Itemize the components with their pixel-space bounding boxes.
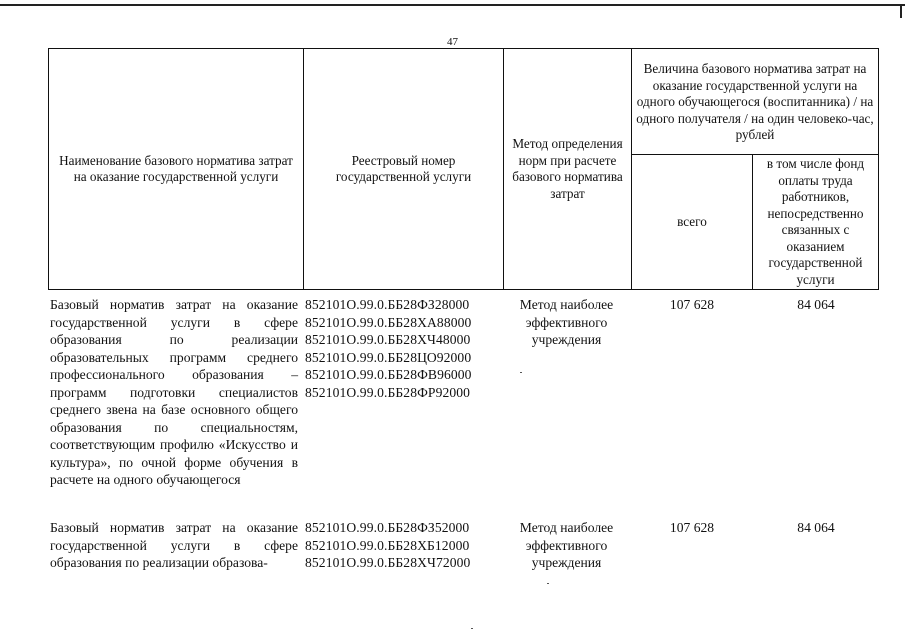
registry-number: 852101О.99.0.ББ28ФЗ52000 [305,520,470,535]
registry-number: 852101О.99.0.ББ28ХА88000 [305,314,472,330]
page-number: 47 [447,36,458,48]
registry-number: 852101О.99.0.ББ28ФР92000 [305,384,471,400]
scan-speck [520,372,522,373]
registry-number: 852101О.99.0.ББ28ХЧ48000 [305,332,471,347]
header-value-group: Величина базового норматива затрат на оказание государственной услуги на одного обучающегося (воспитанника) / на одного получателя / на один человеко-час, рублей [632,49,879,155]
scan-speck [471,628,473,629]
service-name: Базовый норматив затрат на оказание государственной услуги в сфере образования по реализации образова- [50,520,298,570]
header-registry: Реестровый номер государственной услуги [304,49,504,290]
header-total: всего [632,155,753,290]
header-fund: в том числе фонд оплаты труда работников, непосредственно связанных с оказанием государственной услуги [753,155,879,290]
registry-number: 852101О.99.0.ББ28ФЗ28000 [305,297,470,312]
service-name: Базовый норматив затрат на оказание государственной услуги в сфере образования по реализации образовательных программ среднего профессионального образования – программ подготовки специалистов среднего звена на базе основного общего образования по специальностям, соответствующим профилю «Искусство и культура», по очной форме обучения в расчете на одного обучающегося [50,297,298,487]
norms-table-header [48,48,879,290]
header-name: Наименование базового норматива затрат на оказание государственной услуги [49,49,304,290]
norm-payroll-fund: 84 064 [797,520,835,535]
norm-total: 107 628 [669,520,715,535]
registry-number: 852101О.99.0.ББ28ФВ96000 [305,367,472,382]
registry-number: 852101О.99.0.ББ28ЦО92000 [305,349,472,365]
calculation-method: Метод наиболее эффективного учреждения [519,520,614,570]
norm-total: 107 628 [669,297,715,312]
scan-speck [547,583,549,584]
registry-numbers [305,296,505,401]
registry-numbers [305,519,505,572]
calculation-method: Метод наиболее эффективного учреждения [519,297,614,347]
registry-number: 852101О.99.0.ББ28ХЧ72000 [305,555,471,570]
norm-payroll-fund: 84 064 [797,297,835,312]
header-method: Метод определения норм при расчете базового норматива затрат [504,49,632,290]
page-frame-right [900,4,902,18]
registry-number: 852101О.99.0.ББ28ХБ12000 [305,537,470,553]
page-frame-top [0,4,905,6]
